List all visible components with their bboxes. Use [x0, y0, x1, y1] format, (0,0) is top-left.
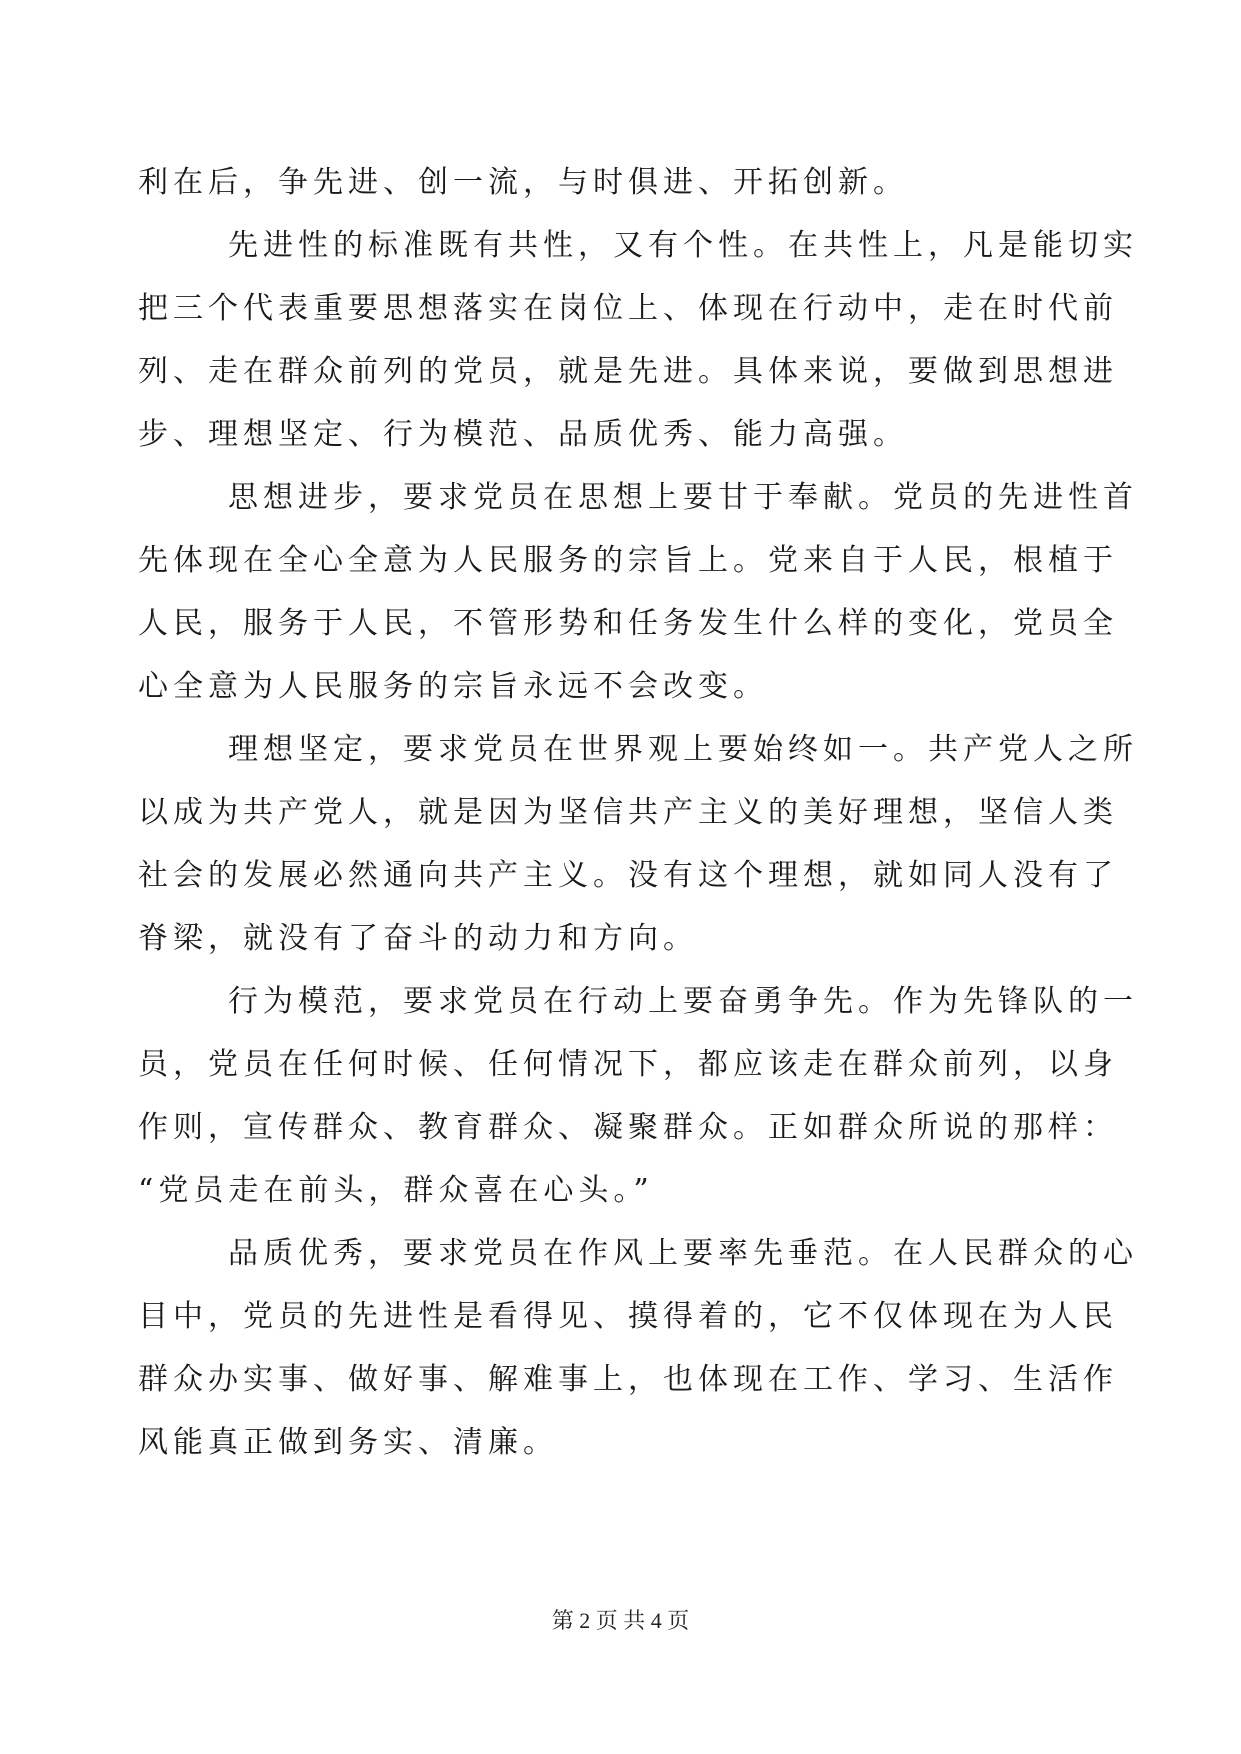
- text-line: 员，党员在任何时候、任何情况下，都应该走在群众前列，以身: [138, 1047, 1118, 1082]
- text-line: “党员走在前头，群众喜在心头。”: [138, 1173, 654, 1208]
- text-line: 先进性的标准既有共性，又有个性。在共性上，凡是能切实: [228, 228, 1138, 263]
- paragraph: [138, 970, 1138, 1222]
- text-line: 步、理想坚定、行为模范、品质优秀、能力高强。: [138, 417, 908, 452]
- text-line: 心全意为人民服务的宗旨永远不会改变。: [138, 669, 768, 704]
- text-line: 群众办实事、做好事、解难事上，也体现在工作、学习、生活作: [138, 1362, 1118, 1397]
- text-line: 社会的发展必然通向共产主义。没有这个理想，就如同人没有了: [138, 858, 1118, 893]
- text-line: 思想进步，要求党员在思想上要甘于奉献。党员的先进性首: [228, 480, 1138, 515]
- text-line: 以成为共产党人，就是因为坚信共产主义的美好理想，坚信人类: [138, 795, 1118, 830]
- paragraph: [138, 1222, 1138, 1474]
- text-line: 目中，党员的先进性是看得见、摸得着的，它不仅体现在为人民: [138, 1299, 1118, 1334]
- page-number-footer: 第 2 页 共 4 页: [551, 1608, 690, 1633]
- paragraph: [138, 214, 1138, 466]
- text-line: 脊梁，就没有了奋斗的动力和方向。: [138, 921, 698, 956]
- text-line: 利在后，争先进、创一流，与时俱进、开拓创新。: [138, 165, 908, 200]
- text-line: 人民，服务于人民，不管形势和任务发生什么样的变化，党员全: [138, 606, 1118, 641]
- text-line: 风能真正做到务实、清廉。: [138, 1425, 558, 1460]
- text-line: 作则，宣传群众、教育群众、凝聚群众。正如群众所说的那样：: [138, 1110, 1118, 1145]
- paragraph: [138, 718, 1138, 970]
- text-line: 列、走在群众前列的党员，就是先进。具体来说，要做到思想进: [138, 354, 1118, 389]
- document-body: [138, 151, 1138, 1474]
- text-line: 理想坚定，要求党员在世界观上要始终如一。共产党人之所: [228, 732, 1138, 767]
- text-line: 品质优秀，要求党员在作风上要率先垂范。在人民群众的心: [228, 1236, 1138, 1271]
- paragraph: [138, 151, 1078, 214]
- text-line: 行为模范，要求党员在行动上要奋勇争先。作为先锋队的一: [228, 984, 1138, 1019]
- text-line: 先体现在全心全意为人民服务的宗旨上。党来自于人民，根植于: [138, 543, 1118, 578]
- text-line: 把三个代表重要思想落实在岗位上、体现在行动中，走在时代前: [138, 291, 1118, 326]
- paragraph: [138, 466, 1138, 718]
